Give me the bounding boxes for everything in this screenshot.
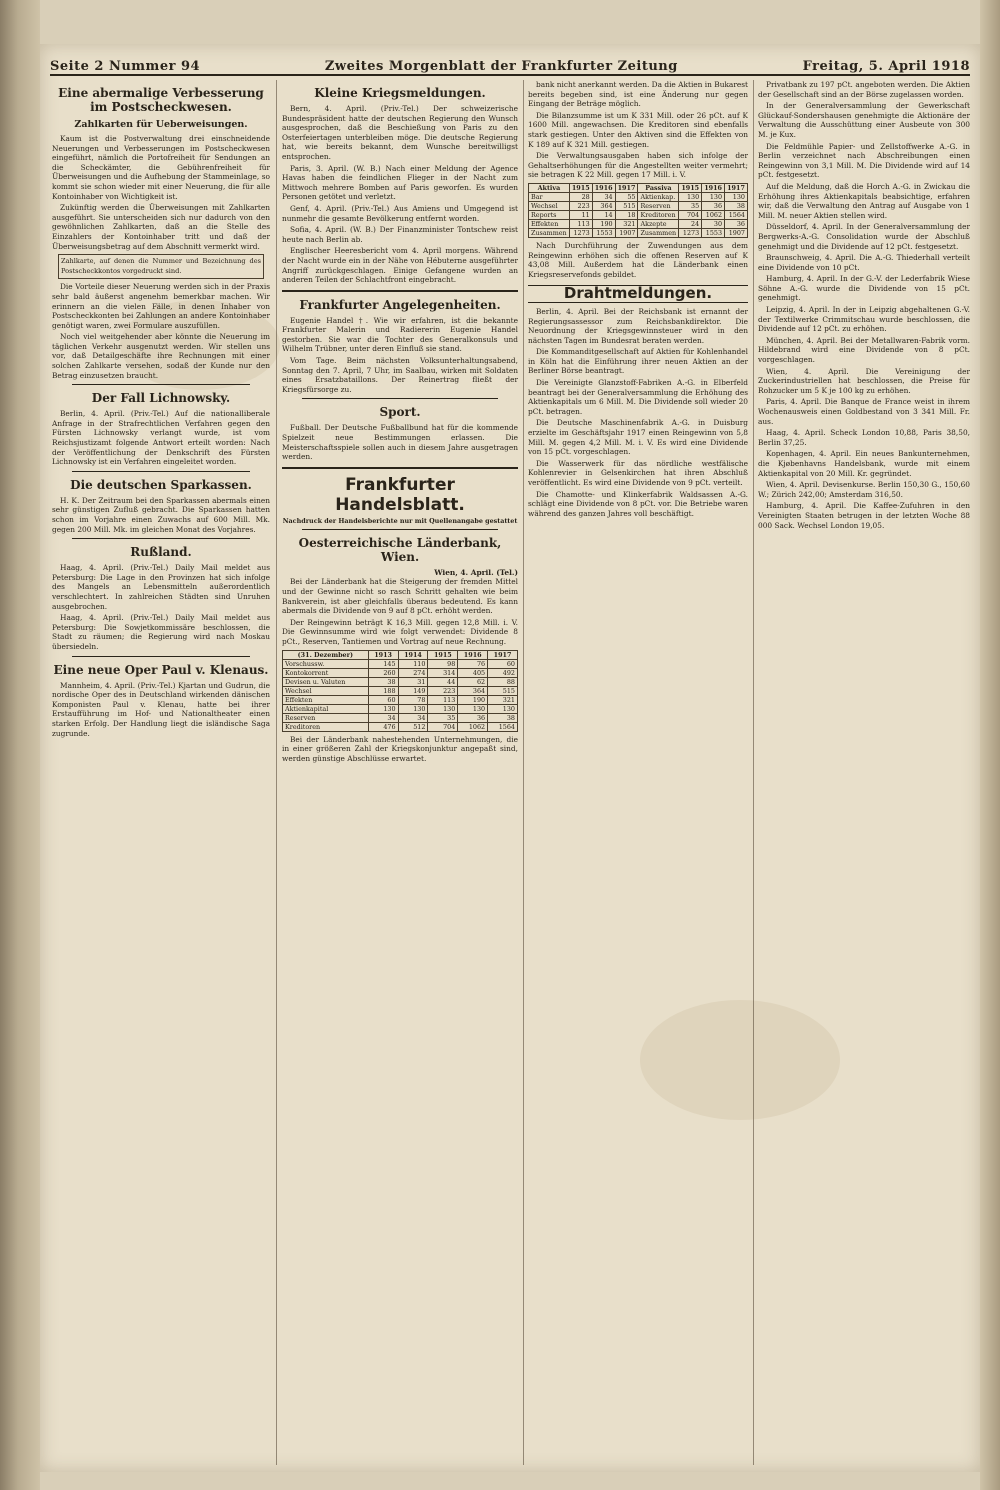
table-cell: 130 [398, 704, 428, 713]
table-cell: Reserven [638, 201, 679, 210]
paragraph: Die Kommanditgesellschaft auf Aktien für Kohlenhandel in Köln hat die Einführung ihrer neuen Aktien an der Berliner Börse beantragt. [528, 347, 748, 376]
table-cell: 35 [428, 713, 458, 722]
table-cell: 76 [458, 659, 488, 668]
table-header-cell: 1917 [615, 183, 638, 192]
table-cell: 24 [679, 219, 702, 228]
table-header-cell: 1915 [428, 650, 458, 659]
table-cell: Aktienkap. [638, 192, 679, 201]
table-cell: Akzepte [638, 219, 679, 228]
paragraph: Haag, 4. April. (Priv.-Tel.) Daily Mail meldet aus Petersburg: Die Sowjetkommissäre beschlossen, die Stadt zu räumen; die Regierung wird nach Moskau übersiedeln. [52, 613, 270, 651]
table-cell: 1273 [569, 228, 592, 237]
column-4 [758, 80, 970, 1465]
masthead [50, 52, 970, 76]
masthead-page-number: Seite 2 Nummer 94 [50, 59, 201, 74]
table-cell: Zusammen [529, 228, 570, 237]
table-cell: 223 [428, 686, 458, 695]
separator [282, 290, 518, 292]
headline-kriegsmeldungen: Kleine Kriegsmeldungen. [314, 86, 486, 100]
book-binding [0, 0, 40, 1490]
table-cell: 1907 [615, 228, 638, 237]
headline-russland: Rußland. [130, 545, 192, 560]
table-cell: 223 [569, 201, 592, 210]
table-row [283, 668, 518, 677]
table-cell: 113 [428, 695, 458, 704]
table-row [529, 228, 748, 237]
column-rule [753, 80, 754, 1465]
paragraph: Paris, 3. April. (W. B.) Nach einer Meldung der Agence Havas haben die feindlichen Flieger in der Nacht zum Mittwoch mehrere Bomben auf Paris geworfen. Es wurden Personen getötet und verletzt. [282, 163, 518, 202]
table-cell: 260 [368, 668, 398, 677]
table-cell: 321 [615, 219, 638, 228]
table-row [529, 210, 748, 219]
paragraph: Berlin, 4. April. (Priv.-Tel.) Auf die nationalliberale Anfrage in der Strafrechtlichen Verfahren gegen den Fürsten Lichnowsky verlangt wurde, ist vom Reichsjustizamt folgende Antwort erteilt worden: Nach der Veröffentlichung der Denkschrift des Fürsten Lichnowsky ist ein Verfahren eingeleitet worden. [52, 409, 270, 467]
paragraph: Die Deutsche Maschinenfabrik A.-G. in Duisburg erzielte im Geschäftsjahr 1917 einen Reingewinn von 5,8 Mill. M. gegen 4,2 Mill. M. i. V. Es wird eine Dividende von 15 pCt. vorgeschlagen. [528, 418, 748, 457]
table-cell: 11 [569, 210, 592, 219]
table-cell: 98 [428, 659, 458, 668]
table-header-cell: 1914 [398, 650, 428, 659]
headline-lichnowsky: Der Fall Lichnowsky. [91, 391, 231, 406]
section-note: Nachdruck der Handelsberichte nur mit Quellenangabe gestattet [282, 516, 518, 525]
table-cell: 515 [615, 201, 638, 210]
table-cell: 36 [702, 201, 725, 210]
separator [72, 471, 250, 472]
paragraph: Genf, 4. April. (Priv.-Tel.) Aus Amiens und Umgegend ist nunmehr die gesamte Bevölkerung entfernt worden. [282, 203, 518, 223]
table-cell: Effekten [283, 695, 369, 704]
table-cell: 515 [488, 686, 518, 695]
table-cell: 62 [458, 677, 488, 686]
paragraph: Hamburg, 4. April. In der G.-V. der Lederfabrik Wiese Söhne A.-G. wurde die Dividende von 15 pCt. genehmigt. [758, 274, 970, 303]
table-header-cell: Passiva [638, 183, 679, 192]
table-cell: Kreditoren [283, 722, 369, 731]
headline-frankfurter-angelegenheiten: Frankfurter Angelegenheiten. [299, 297, 501, 312]
table-row [283, 713, 518, 722]
table-cell: Vorschussw. [283, 659, 369, 668]
table-cell: 512 [398, 722, 428, 731]
masthead-date: Freitag, 5. April 1918 [802, 59, 970, 74]
paragraph: Bei der Länderbank hat die Steigerung der fremden Mittel und der Gewinne nicht so rasch Schritt gehalten wie beim Bankverein, ist aber gleichfalls überaus bedeutend. Es kann abermals die Dividende von 9 auf 8 pCt. erhöht werden. [282, 577, 518, 616]
paragraph: Die Vorteile dieser Neuerung werden sich in der Praxis sehr bald äußerst angenehm bemerkbar machen. Wir erinnern an die vielen Fälle, in denen Inhaber von Postscheckkonten bei Zahlungen an andere Kontoinhaber genötigt waren, zwei Formulare auszufüllen. [52, 282, 270, 330]
paragraph: Auf die Meldung, daß die Horch A.-G. in Zwickau die Erhöhung ihres Aktienkapitals beabsichtige, erfahren wir, daß die Verwaltung den Antrag auf Ausgabe von 1 Mill. M. neuer Aktien stellen wird. [758, 181, 970, 220]
table-cell: 34 [398, 713, 428, 722]
table-row [283, 704, 518, 713]
table-cell: 130 [679, 192, 702, 201]
table-cell: 18 [615, 210, 638, 219]
table-row [529, 219, 748, 228]
paragraph: Die Vereinigte Glanzstoff-Fabriken A.-G. in Elberfeld beantragt bei der Generalversammlung die Erhöhung des Aktienkapitals um 6 Mill. M. Die Dividende soll wieder 20 pCt. betragen. [528, 378, 748, 416]
paragraph: In der Generalversammlung der Gewerkschaft Glückauf-Sondershausen genehmigte die Aktionäre der Verwaltung die Ausschüttung einer Ausbeute von 300 M. je Kux. [758, 101, 970, 139]
separator [72, 656, 250, 657]
table-cell: 34 [592, 192, 615, 201]
headline-postscheck: Eine abermalige Verbesserung im Postscheckwesen. [58, 86, 264, 114]
masthead-title: Zweites Morgenblatt der Frankfurter Zeitung [324, 59, 678, 74]
headline-laenderbank: Oesterreichische Länderbank, Wien. [298, 535, 502, 564]
paragraph: Zukünftig werden die Überweisungen mit Zahlkarten ausgeführt. Sie unterscheiden sich nur dadurch von den gewöhnlichen Zahlkarten, daß an die Stelle des Einzahlers der Kontoinhaber tritt und daß der Überweisungsbetrag auf dem Abschnitt vermerkt wird. [52, 203, 270, 251]
table-cell: 35 [679, 201, 702, 210]
table-cell: 405 [458, 668, 488, 677]
bilanz-table [528, 183, 748, 238]
table-cell: 704 [679, 210, 702, 219]
paragraph: Privatbank zu 197 pCt. angeboten werden. Die Aktien der Gesellschaft sind an der Börse zugelassen worden. [758, 80, 970, 99]
paragraph: Düsseldorf, 4. April. In der Generalversammlung der Bergwerks-A.-G. Consolidation wurde der Abschluß genehmigt und die Dividende auf 12 pCt. festgesetzt. [758, 222, 970, 251]
table-cell: 364 [458, 686, 488, 695]
form-note: Zahlkarte, auf denen die Nummer und Bezeichnung des Postscheckkontos vorgedruckt sind. [58, 254, 264, 279]
table-cell: 1062 [458, 722, 488, 731]
table-header-cell: 1917 [725, 183, 748, 192]
table-cell: Bar [529, 192, 570, 201]
table-cell: Zusammen [638, 228, 679, 237]
page-edge [980, 0, 1000, 1490]
table-row [283, 659, 518, 668]
table-cell: 1553 [592, 228, 615, 237]
table-cell: 44 [428, 677, 458, 686]
paragraph: Sofia, 4. April. (W. B.) Der Finanzminister Tontschew reist heute nach Berlin ab. [282, 225, 518, 244]
paragraph: Berlin, 4. April. Bei der Reichsbank ist ernannt der Regierungsassessor zum Reichsbankdirektor. Die Neuordnung der Kriegsgewinnsteuer wird in den nächsten Tagen im Bundesrat beraten werden. [528, 306, 748, 345]
separator [302, 398, 498, 399]
table-header-cell: 1917 [488, 650, 518, 659]
table-cell: 274 [398, 668, 428, 677]
column-2 [282, 80, 518, 1465]
headline-sport: Sport. [379, 405, 421, 420]
section-title-handelsblatt: Frankfurter Handelsblatt. [335, 474, 465, 515]
paragraph: Mannheim, 4. April. (Priv.-Tel.) Kjartan und Gudrun, die nordische Oper des in Deutschland wirkenden dänischen Komponisten Paul v. Klenau, hatte bei ihrer Erstaufführung im Hof- und Nationaltheater einen starken Erfolg. Der Handlung liegt die isländische Saga zugrunde. [52, 680, 270, 738]
paragraph: Haag, 4. April. (Priv.-Tel.) Daily Mail meldet aus Petersburg: Die Lage in den Provinzen hat sich infolge des Mangels an Lebensmitteln außerordentlich verschlechtert. In zahlreichen Städten sind Unruhen ausgebrochen. [52, 563, 270, 611]
paragraph: Hamburg, 4. April. Die Kaffee-Zufuhren in den Vereinigten Staaten betrugen in der letzten Woche 88 000 Sack. Wechsel London 19,05. [758, 501, 970, 530]
table-cell: 36 [725, 219, 748, 228]
column-rule [523, 80, 524, 1465]
table-cell: 188 [368, 686, 398, 695]
table-cell: 34 [368, 713, 398, 722]
headline-oper: Eine neue Oper Paul v. Klenaus. [53, 662, 269, 677]
table-cell: 130 [725, 192, 748, 201]
table-cell: 110 [398, 659, 428, 668]
table-cell: Effekten [529, 219, 570, 228]
table-cell: Wechsel [529, 201, 570, 210]
table-cell: 476 [368, 722, 398, 731]
paragraph: Eugenie Handel †. Wie wir erfahren, ist die bekannte Frankfurter Malerin und Radiererin Eugenie Handel gestorben. Sie war die Tochter des Generalkonsuls und Wilhelm Trübner, unter deren Einfluß sie stand. [282, 315, 518, 354]
table-cell: 38 [488, 713, 518, 722]
table-cell: 130 [368, 704, 398, 713]
paragraph: Braunschweig, 4. April. Die A.-G. Thiederhall verteilt eine Dividende von 10 pCt. [758, 253, 970, 272]
separator [302, 529, 498, 530]
table-header-cell: Aktiva [529, 183, 570, 192]
column-3 [528, 80, 748, 1465]
section-title-drahtmeldungen: Drahtmeldungen. [528, 285, 748, 303]
table-cell: Kreditoren [638, 210, 679, 219]
table-cell: 190 [458, 695, 488, 704]
table-cell: 704 [428, 722, 458, 731]
headline-sparkassen: Die deutschen Sparkassen. [70, 477, 252, 492]
table-cell: 30 [702, 219, 725, 228]
table-header-cell: (31. Dezember) [283, 650, 369, 659]
table-cell: 38 [725, 201, 748, 210]
paragraph: Wien, 4. April. Die Vereinigung der Zuckerindustriellen hat beschlossen, die Preise für Rohzucker um 5 K je 100 kg zu erhöhen. [758, 366, 970, 395]
table-cell: 492 [488, 668, 518, 677]
paragraph: Englischer Heeresbericht vom 4. April morgens. Während der Nacht wurde ein in der Nähe von Hébuterne ausgeführter Angriff zurückgeschlagen. Einige Gefangene wurden an anderen Teilen der Schlachtfront eingebracht. [282, 246, 518, 285]
paragraph: Bern, 4. April. (Priv.-Tel.) Der schweizerische Bundespräsident hatte der deutschen Regierung den Wunsch ausgesprochen, daß die Beschießung von Paris zu den Osterfeiertagen unterbleiben möge. Die deutsche Regierung hat, wie bereits bekannt, dem Wunsche bereitwilligst entsprochen. [282, 104, 518, 161]
paragraph: Wien, 4. April. Devisenkurse. Berlin 150,30 G., 150,60 W.; Zürich 242,00; Amsterdam 316,50. [758, 480, 970, 499]
paragraph: bank nicht anerkannt werden. Da die Aktien in Bukarest bereits begeben sind, ist eine Änderung nur gegen Eingang der Beträge möglich. [528, 80, 748, 109]
paragraph: Paris, 4. April. Die Banque de France weist in ihrem Wochenausweis einen Goldbestand von 3 341 Mill. Fr. aus. [758, 397, 970, 426]
paragraph: Die Verwaltungsausgaben haben sich infolge der Gehaltserhöhungen für die Angestellten weiter vermehrt; sie betragen K 22 Mill. gegen 17 Mill. i. V. [528, 151, 748, 180]
paragraph: Die Chamotte- und Klinkerfabrik Waldsassen A.-G. schlägt eine Dividende von 8 pCt. vor. Die Betriebe waren während des ganzen Jahres voll beschäftigt. [528, 489, 748, 518]
paragraph: Die Feldmühle Papier- und Zellstoffwerke A.-G. in Berlin verzeichnet nach Abschreibungen einen Reingewinn von 3,1 Mill. M. Die Dividende wird auf 14 pCt. festgesetzt. [758, 141, 970, 180]
table-row [283, 686, 518, 695]
table-cell: 1553 [702, 228, 725, 237]
separator [72, 384, 250, 385]
separator [72, 538, 250, 539]
table-header-cell: 1916 [458, 650, 488, 659]
laenderbank-table [282, 650, 518, 732]
table-cell: 364 [592, 201, 615, 210]
table-cell: 113 [569, 219, 592, 228]
column-1 [52, 80, 270, 1465]
table-cell: 55 [615, 192, 638, 201]
table-cell: 130 [488, 704, 518, 713]
table-header-cell: 1915 [569, 183, 592, 192]
table-cell: Reports [529, 210, 570, 219]
table-cell: 38 [368, 677, 398, 686]
table-row [283, 722, 518, 731]
paragraph: Der Reingewinn beträgt K 16,3 Mill. gegen 12,8 Mill. i. V. Die Gewinnsumme wird wie folgt verwendet: Dividende 8 pCt., Reserven, Tantiemen und Vortrag auf neue Rechnung. [282, 617, 518, 646]
table-cell: 314 [428, 668, 458, 677]
table-cell: 88 [488, 677, 518, 686]
paragraph: München, 4. April. Bei der Metallwaren-Fabrik vorm. Hildebrand wird eine Dividende von 8 pCt. vorgeschlagen. [758, 335, 970, 365]
paragraph: Leipzig, 4. April. In der in Leipzig abgehaltenen G.-V. der Textilwerke Crimmitschau wurde beschlossen, die Dividende auf 12 pCt. zu erhöhen. [758, 305, 970, 334]
table-cell: Devisen u. Valuten [283, 677, 369, 686]
paragraph: Die Bilanzsumme ist um K 331 Mill. oder 26 pCt. auf K 1600 Mill. angewachsen. Die Kreditoren sind ebenfalls stark gestiegen. Unter den Aktiven sind die Effekten von K 189 auf K 321 Mill. gestiegen. [528, 110, 748, 149]
table-cell: Aktienkapital [283, 704, 369, 713]
table-cell: 1564 [488, 722, 518, 731]
table-cell: 78 [398, 695, 428, 704]
table-cell: 14 [592, 210, 615, 219]
table-cell: Reserven [283, 713, 369, 722]
table-row [283, 677, 518, 686]
table-row [529, 201, 748, 210]
table-cell: 149 [398, 686, 428, 695]
subheadline-zahlkarten: Zahlkarten für Ueberweisungen. [74, 119, 248, 130]
table-cell: 130 [702, 192, 725, 201]
paragraph: Kopenhagen, 4. April. Ein neues Bankunternehmen, die Kjøbenhavns Handelsbank, wurde mit einem Aktienkapital von 20 Mill. Kr. gegründet. [758, 449, 970, 478]
table-header-cell: 1916 [702, 183, 725, 192]
table-header-cell: 1916 [592, 183, 615, 192]
table-cell: 321 [488, 695, 518, 704]
paragraph: Kaum ist die Postverwaltung drei einschneidende Neuerungen und Verbesserungen im Postscheckwesen eingeführt, nämlich die Portofreiheit für Sendungen an die Scheckämter, die Gebührenfreiheit für Überweisungen und die Aufhebung der Stammeinlage, so kommt sie schon wieder mit einer Neuerung, die für alle Kontoinhaber von Wichtigkeit ist. [52, 134, 270, 201]
table-header-cell: 1915 [679, 183, 702, 192]
column-rule [276, 80, 277, 1465]
paragraph: Haag, 4. April. Scheck London 10,88, Paris 38,50, Berlin 37,25. [758, 428, 970, 447]
paragraph: Bei der Länderbank nahestehenden Unternehmungen, die in einer größeren Zahl der Kriegskonjunktur angepaßt sind, werden günstige Abschlüsse erwartet. [282, 734, 518, 763]
table-cell: 1273 [679, 228, 702, 237]
table-cell: 190 [592, 219, 615, 228]
table-cell: 1564 [725, 210, 748, 219]
table-header-cell: 1913 [368, 650, 398, 659]
table-cell: 31 [398, 677, 428, 686]
table-cell: 36 [458, 713, 488, 722]
paragraph: Fußball. Der Deutsche Fußballbund hat für die kommende Spielzeit neue Bestimmungen erlassen. Die Meisterschaftsspiele sollen auch in diesem Jahre ausgetragen werden. [282, 423, 518, 462]
table-cell: 1062 [702, 210, 725, 219]
table-cell: 60 [488, 659, 518, 668]
paragraph: Die Wasserwerk für das nördliche westfälische Kohlenrevier in Gelsenkirchen hat ihren Abschluß veröffentlicht. Es wird eine Dividende von 9 pCt. verteilt. [528, 458, 748, 487]
table-row [283, 695, 518, 704]
table-cell: 145 [368, 659, 398, 668]
paragraph: Nach Durchführung der Zuwendungen aus dem Reingewinn erhöhen sich die offenen Reserven auf K 43,08 Mill. Außerdem hat die Länderbank einen Kriegsreservefonds gebildet. [528, 240, 748, 279]
paragraph: Vom Tage. Beim nächsten Volksunterhaltungsabend, Sonntag den 7. April, 7 Uhr, im Saalbau, wirken mit Soldaten eines Ersatzbataillons. Der Reinertrag fließt der Kriegsfürsorge zu. [282, 356, 518, 394]
separator [282, 467, 518, 469]
dateline: Wien, 4. April. (Tel.) [434, 567, 518, 577]
table-cell: 130 [458, 704, 488, 713]
table-cell: 60 [368, 695, 398, 704]
table-cell: 1907 [725, 228, 748, 237]
paragraph: H. K. Der Zeitraum bei den Sparkassen abermals einen sehr günstigen Zufluß gebracht. Die Sparkassen hatten schon im Vorjahre einen Zuwachs auf 600 Mill. Mk. gegen 200 Mill. Mk. im gleichen Monat des Vorjahres. [52, 495, 270, 534]
table-cell: Wechsel [283, 686, 369, 695]
table-cell: 130 [428, 704, 458, 713]
table-row [529, 192, 748, 201]
paragraph: Noch viel weitgehender aber könnte die Neuerung im täglichen Verkehr ausgenutzt werden. Wir stellen uns vor, daß Detailgeschäfte ihre Rechnungen mit einer solchen Zahlkarte versehen, sodaß der Kunde nur den Betrag einzusetzen braucht. [52, 332, 270, 380]
table-cell: 28 [569, 192, 592, 201]
table-cell: Kontokorrent [283, 668, 369, 677]
